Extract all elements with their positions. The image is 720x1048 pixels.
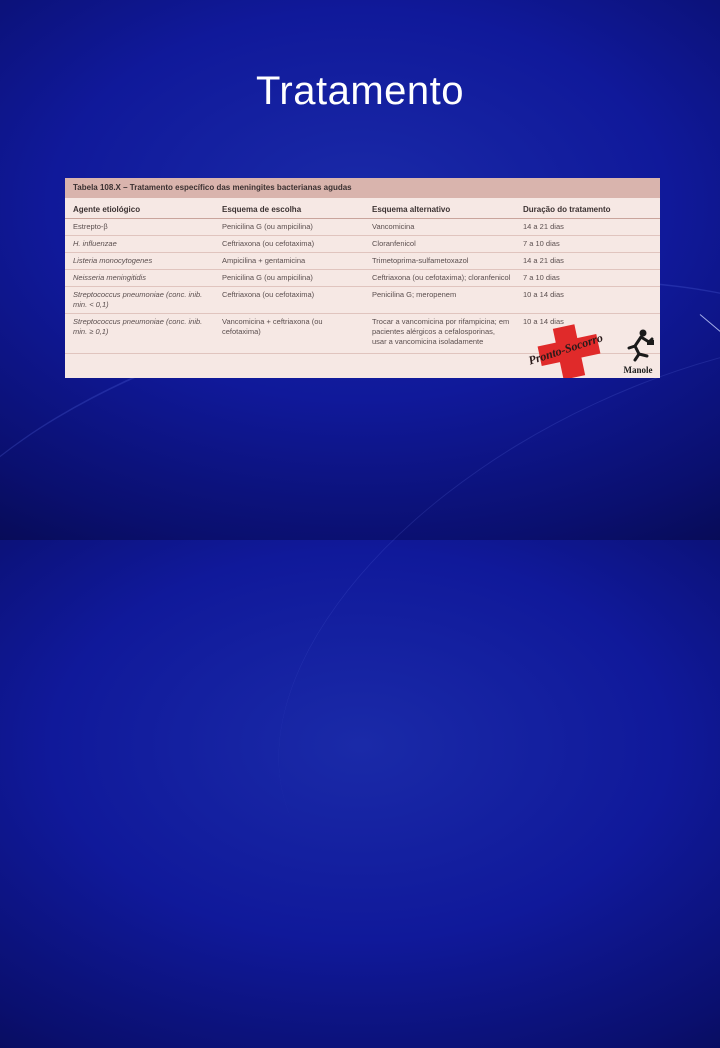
running-man-icon — [621, 328, 655, 362]
cell-duration: 10 a 14 dias — [523, 290, 564, 299]
cell-alternative: Penicilina G; meropenem — [372, 290, 457, 299]
cell-choice: Ceftriaxona (ou cefotaxima) — [222, 239, 315, 248]
pronto-socorro-label: Pronto-Socorro — [526, 330, 605, 368]
cell-agent: Streptococcus pneumoniae (conc. inib. min. < 0,1) — [73, 290, 203, 309]
manole-label: Manole — [623, 365, 653, 375]
cell-alternative: Trimetoprima-sulfametoxazol — [372, 256, 469, 265]
header-agent: Agente etiológico — [73, 205, 141, 214]
table-row — [65, 270, 660, 287]
cell-agent: Streptococcus pneumoniae (conc. inib. min. ≥ 0,1) — [73, 317, 203, 336]
table-row — [65, 253, 660, 270]
table-row — [65, 287, 660, 314]
cell-duration: 7 a 10 dias — [523, 273, 560, 282]
cell-choice: Ampicilina + gentamicina — [222, 256, 306, 265]
header-alternative: Esquema alternativo — [372, 205, 451, 214]
cell-agent: Neisseria meningitidis — [73, 273, 146, 282]
pronto-socorro-logo — [525, 328, 615, 378]
table-caption: Tabela 108.X – Tratamento específico das meningites bacterianas agudas — [65, 178, 660, 198]
cell-duration: 10 a 14 dias — [523, 317, 564, 326]
cell-agent: Listeria monocytogenes — [73, 256, 153, 265]
cell-agent: Estrepto-β — [73, 222, 108, 231]
table-row — [65, 219, 660, 236]
cell-agent: H. influenzae — [73, 239, 117, 248]
cell-duration: 14 a 21 dias — [523, 256, 564, 265]
cell-alternative: Trocar a vancomicina por rifampicina; em pacientes alérgicos a cefalosporinas, usar a vancomicina isoladamente — [372, 317, 510, 346]
table-row — [65, 236, 660, 253]
cell-choice: Vancomicina + ceftriaxona (ou cefotaxima) — [222, 317, 323, 336]
cell-choice: Penicilina G (ou ampicilina) — [222, 273, 313, 282]
cell-duration: 7 a 10 dias — [523, 239, 560, 248]
table-header-row — [65, 202, 660, 219]
treatment-table — [65, 178, 660, 378]
cell-alternative: Vancomicina — [372, 222, 415, 231]
header-choice: Esquema de escolha — [222, 205, 302, 214]
cell-choice: Ceftriaxona (ou cefotaxima) — [222, 290, 315, 299]
cell-alternative: Cloranfenicol — [372, 239, 416, 248]
cell-alternative: Ceftriaxona (ou cefotaxima); cloranfenicol — [372, 273, 511, 282]
cell-duration: 14 a 21 dias — [523, 222, 564, 231]
manole-logo — [617, 328, 659, 376]
header-duration: Duração do tratamento — [523, 205, 611, 214]
slide-title: Tratamento — [255, 68, 465, 113]
cell-choice: Penicilina G (ou ampicilina) — [222, 222, 313, 231]
